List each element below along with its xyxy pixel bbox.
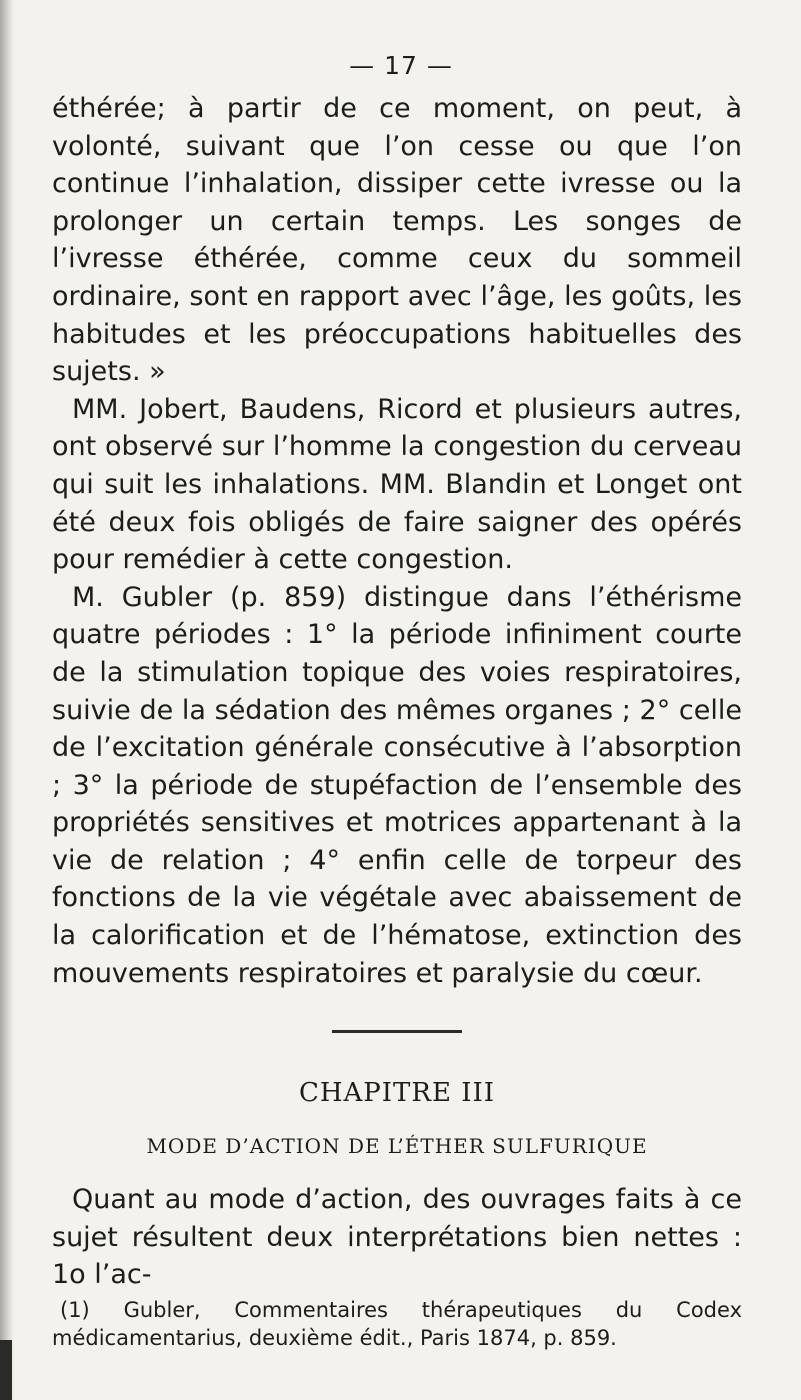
paragraph-continuation: éthérée; à partir de ce moment, on peut, à volonté, suivant que l’on cesse ou que l’on continue l’inhalation, dissiper cette ivresse ou la prolonger un certain temps. Les songes de l’ivresse éthérée, comme ceux du sommeil ordinaire, sont en rapport avec l’âge, les goûts, les habitudes et les préoccupations habituelles des sujets. » — [52, 93, 742, 388]
book-page — [52, 50, 742, 1352]
paragraph-gubler-periods: M. Gubler (p. 859) distingue dans l’éthérisme quatre périodes : 1° la période infiniment courte de la stimulation topique des voies respiratoires, suivie de la sédation des mêmes organes ; 2° celle de l’excitation générale consécutive à l’absorption ; 3° la période de stupéfaction de l’ensemble des propriétés sensitives et motrices appartenant à la vie de relation ; 4° enfin celle de torpeur des fonctions de la vie végétale avec abaissement de la calorification et de l’hématose, extinction des mouvements respiratoires et paralysie du cœur. — [52, 581, 742, 989]
paragraph-chapter-intro: Quant au mode d’action, des ouvrages faits à ce sujet résultent deux interprétations bien nettes : 1o l’ac- — [52, 1184, 742, 1291]
footnote — [52, 1296, 742, 1352]
body-text — [52, 90, 742, 992]
footnote-text: (1) Gubler, Commentaires thérapeutiques du Codex médicamentarius, deuxième édit., Paris 1874, p. 859. — [52, 1298, 742, 1351]
page-number: — 17 — — [349, 51, 453, 80]
page-edge-shadow — [0, 0, 14, 1400]
chapter-title: CHAPITRE III — [298, 1078, 496, 1109]
page-edge-dark — [0, 1340, 12, 1400]
chapter-subtitle: MODE D’ACTION DE L’ÉTHER SULFURIQUE — [146, 1134, 648, 1159]
paragraph-congestion: MM. Jobert, Baudens, Ricord et plusieurs autres, ont observé sur l’homme la congestion du cerveau qui suit les inhalations. MM. Blandin et Longet ont été deux fois obligés de faire saigner des opérés pour remédier à cette congestion. — [52, 393, 742, 576]
section-divider — [332, 1030, 462, 1033]
chapter-body — [52, 1181, 742, 1294]
